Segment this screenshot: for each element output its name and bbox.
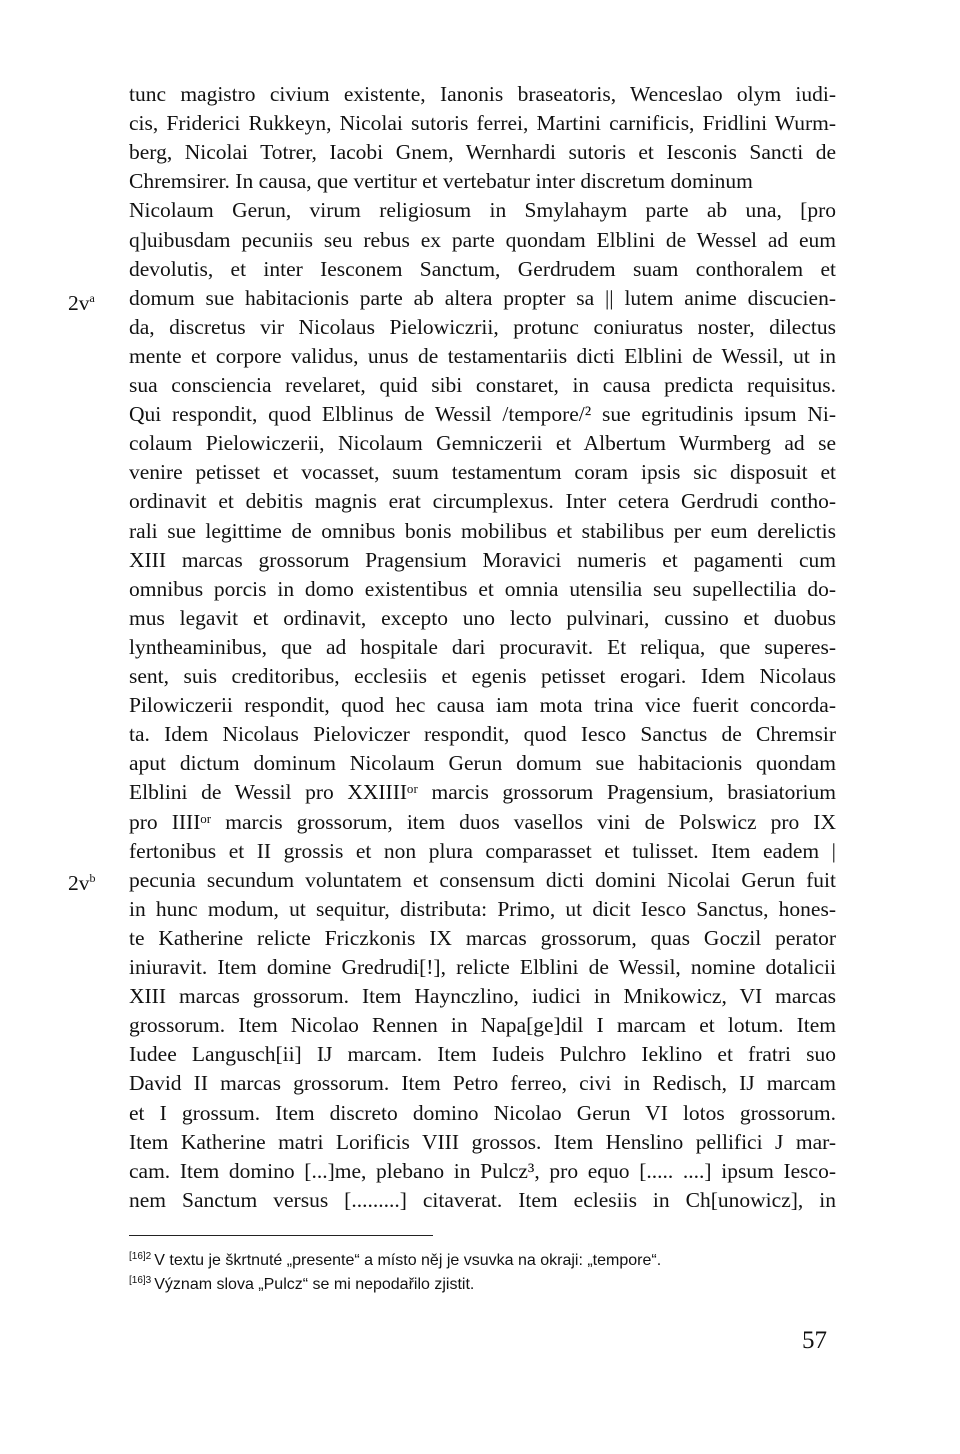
text-line: iniuravit. Item domine Gredrudi[!], relicte Elblini de Wessil, nomine dotalicii: [129, 955, 836, 979]
text-line: cis, Friderici Rukkeyn, Nicolai sutoris ferrei, Martini carnificis, Fridlini Wurm-: [129, 111, 836, 136]
text-line: rali sue legittime de omnibus bonis mobilibus et stabilibus per eum derelictis: [129, 518, 836, 543]
page-number: 57: [802, 1327, 827, 1354]
text-line: Item Katherine matri Lorificis VIII grossos. Item Henslino pellifici J mar-: [129, 1129, 836, 1154]
text-line: XIII marcas grossorum. Item Haynczlino, iudici in Mnikowicz, VI marcas: [129, 984, 836, 1009]
text-line: domum sue habitacionis parte ab altera propter sa || lutem anime discucien-: [129, 285, 836, 310]
text-line: mus legavit et ordinavit, excepto uno lecto pulvinari, cussino et duobus: [129, 605, 836, 630]
text-line: Qui respondit, quod Elblinus de Wessil /tempore/² sue egritudinis ipsum Ni-: [129, 402, 836, 427]
text-line: et I grossum. Item discreto domino Nicolao Gerun VI lotos grossorum.: [129, 1100, 836, 1125]
text-line: David II marcas grossorum. Item Petro ferreo, civi in Redisch, IJ marcam: [129, 1071, 836, 1096]
margin-note-2vb: $2v^b$: [68, 871, 96, 895]
text-line: pecunia secundum voluntatem et consensum dicti domini Nicolai Gerun fuit: [129, 867, 836, 892]
text-line: sent, suis creditoribus, ecclesiis et egenis petisset erogari. Idem Nicolaus: [129, 664, 836, 688]
text-line: mente et corpore validus, unus de testamentariis dicti Elblini de Wessil, ut in: [129, 343, 836, 368]
text-line: colaum Pielowiczerii, Nicolaum Gemniczerii et Albertum Wurmberg ad se: [129, 431, 836, 456]
text-line: aput dictum dominum Nicolaum Gerun domum sue habitacionis quondam: [129, 751, 836, 776]
text-line: ta. Idem Nicolaus Pieloviczer respondit, quod Iesco Sanctus de Chremsir: [129, 722, 836, 747]
text-line: Elblini de Wessil pro XXIIIIᵒʳ marcis grossorum Pragensium, brasiatorium: [129, 780, 836, 805]
text-line: in hunc modum, ut sequitur, distributa: Primo, ut dicit Iesco Sanctus, hones-: [129, 896, 836, 921]
text-line: Iudee Langusch[ii] IJ marcam. Item Iudeis Pulchro Ieklino et fratri suo: [129, 1042, 836, 1067]
text-line: da, discretus vir Nicolaus Pielowiczrii, protunc coniuratus noster, dilectus: [129, 314, 836, 339]
text-line: grossorum. Item Nicolao Rennen in Napa[ge]dil I marcam et lotum. Item: [129, 1013, 836, 1038]
text-line: omnibus porcis in domo existentibus et omnia utensilia seu supellectilia do-: [129, 576, 836, 601]
text-line: venire petisset et vocasset, suum testamentum coram ipsis sic disposuit et: [129, 460, 836, 485]
text-line: Nicolaum Gerun, virum religiosum in Smylahaym parte ab una, [pro: [129, 198, 836, 223]
text-line: ordinavit et debitis magnis erat circumplexus. Inter cetera Gerdrudi contho-: [129, 489, 836, 514]
text-line: lyntheaminibus, que ad hospitale dari procuravit. Et reliqua, que superes-: [129, 634, 836, 659]
text-line: devolutis, et inter Iesconem Sanctum, Gerdrudem suam conthoralem et: [129, 256, 836, 281]
text-line: sua consciencia revelaret, quid sibi constaret, in causa predicta requisitus.: [129, 373, 836, 397]
text-line: te Katherine relicte Friczkonis IX marcas grossorum, quas Goczil perator: [129, 925, 836, 950]
margin-note-2va: $2v^a$: [68, 291, 95, 315]
text-line: nem Sanctum versus [.........] citaverat. Item eclesiis in Ch[unowicz], in: [129, 1187, 836, 1212]
footnote: $^{[16]3}$ Význam slova „Pulcz“ se mi nepodařilo zjistit.: [129, 1275, 475, 1293]
footnote-separator: [129, 1235, 433, 1236]
text-line: cam. Item domino [...]me, plebano in Pulcz³, pro equo [..... ....] ipsum Iesco-: [129, 1158, 836, 1183]
text-line: berg, Nicolai Totrer, Iacobi Gnem, Wernhardi sutoris et Iesconis Sancti de: [129, 140, 836, 165]
text-line: Chremsirer. In causa, que vertitur et vertebatur inter discretum dominum: [129, 169, 753, 194]
text-line: Pilowiczerii respondit, quod hec causa iam mota trina vice fuerit concorda-: [129, 693, 836, 718]
text-line: pro IIIIᵒʳ marcis grossorum, item duos vasellos vini de Polswicz pro IX: [129, 809, 836, 834]
text-line: q]uibusdam pecuniis seu rebus ex parte quondam Elblini de Wessel ad eum: [129, 227, 836, 252]
footnote: $^{[16]2}$ V textu je škrtnuté „presente“ a místo něj je vsuvka na okraji: „tempore“.: [129, 1251, 662, 1269]
text-line: XIII marcas grossorum Pragensium Moravici numeris et pagamenti cum: [129, 547, 836, 572]
text-line: tunc magistro civium existente, Ianonis braseatoris, Wenceslao olym iudi-: [129, 82, 836, 106]
text-line: fertonibus et II grossis et non plura comparasset et tulisset. Item eadem |: [129, 838, 836, 863]
